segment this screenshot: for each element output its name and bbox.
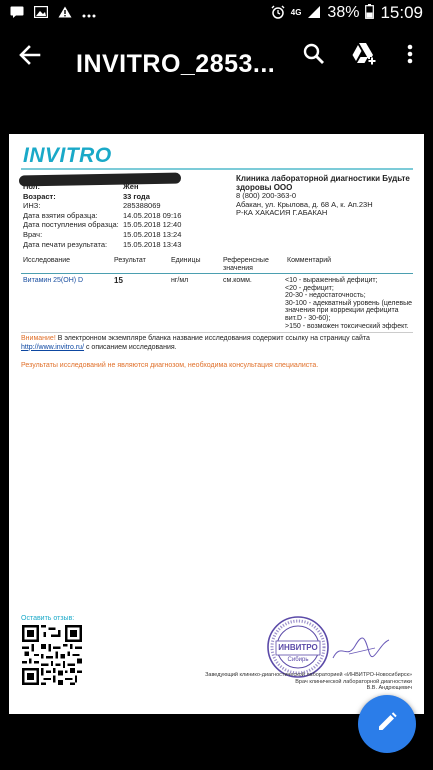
table-row [21, 275, 413, 333]
column-header: Референсные значения [223, 257, 269, 272]
clinic-info [236, 174, 416, 218]
clinic-name: Клиника лабораторной диагностики Будьте здоровы ООО [236, 174, 410, 192]
network-type: 4G [290, 8, 302, 17]
notice [21, 335, 413, 371]
signature-caption: Заведующий клинико-диагностической лабораторией «ИНВИТРО-Новосибирск» Врач клинической лабораторной диагностики В.В. Андрющевич [205, 672, 412, 691]
patient-row: Возраст: 33 года [23, 191, 150, 201]
patient-row: Дата печати результата: 15.05.2018 13:43 [23, 239, 182, 249]
battery-percent: 38% [327, 4, 360, 21]
notice-text: В электронном экземпляре бланка название исследования содержит ссылку на страницу сайта [55, 335, 370, 342]
test-reference: см.комм. [223, 277, 252, 284]
column-header: Единицы [171, 257, 201, 264]
add-to-drive-icon[interactable] [351, 42, 375, 66]
sms-icon [10, 6, 24, 21]
clinic-address: Абакан, ул. Крылова, д. 68 А, к. Ап.23Н [236, 199, 373, 209]
notice-text-end: с описанием исследования. [84, 343, 177, 351]
document-title: INVITRO_2853... [76, 50, 276, 78]
test-units: нг/мл [171, 277, 189, 284]
header-divider [21, 168, 413, 170]
app-bar [0, 26, 433, 108]
patient-row: Дата поступления образца: 15.05.2018 12:40 [23, 220, 182, 230]
column-header: Исследование [23, 257, 71, 264]
signature [329, 634, 393, 664]
test-comment: <10 - выраженный дефицит; <20 - дефицит; 20-30 - недостаточность; 30-100 - адекватный уровень (целевые значения при коррекции дефицита вит.D - 30-60); >150 - возможен токсический эффект. [285, 277, 413, 330]
document-page[interactable] [9, 134, 424, 714]
disclaimer: Результаты исследований не являются диагнозом, необходима консультация специалиста. [21, 362, 319, 369]
warning-icon [58, 6, 72, 21]
clinic-region: Р-КА ХАКАСИЯ Г.АБАКАН [236, 208, 328, 218]
invitro-logo: INVITRO [23, 144, 112, 167]
patient-row: ИНЗ: 285388069 [23, 201, 161, 211]
notification-icons [10, 6, 96, 21]
results-table-header [21, 256, 413, 274]
test-result: 15 [114, 276, 123, 285]
search-icon[interactable] [302, 42, 326, 66]
patient-row: Дата взятия образца: 14.05.2018 09:16 [23, 210, 182, 220]
review-label: Оставить отзыв: [21, 615, 75, 622]
alarm-icon [271, 5, 285, 22]
svg-text:Сибирь: Сибирь [287, 657, 309, 663]
warning-label: Внимание! [21, 335, 56, 342]
edit-button[interactable] [358, 695, 416, 753]
invitro-link[interactable]: http://www.invitro.ru/ [21, 343, 85, 351]
more-options-icon[interactable] [398, 42, 422, 66]
signal-icon [307, 5, 321, 22]
clock: 15:09 [380, 3, 423, 22]
qr-code[interactable] [22, 625, 82, 685]
column-header: Комментарий [287, 257, 332, 264]
svg-text:ИНВИТРО: ИНВИТРО [278, 643, 318, 652]
battery-icon [365, 4, 374, 22]
back-arrow-icon[interactable] [17, 42, 43, 68]
patient-row: Пол: Жен [23, 182, 139, 191]
gallery-icon [34, 6, 48, 21]
test-name[interactable]: Витамин 25(OH) D [23, 277, 84, 284]
clinic-phone: 8 (800) 200-363-0 [236, 191, 297, 200]
invitro-stamp [266, 615, 330, 679]
patient-row: Врач: 15.05.2018 13:24 [23, 230, 182, 239]
more-notifications-icon [82, 6, 96, 21]
pencil-icon [375, 710, 399, 739]
column-header: Результат [114, 257, 146, 264]
system-status [271, 3, 423, 23]
status-bar [0, 0, 433, 26]
